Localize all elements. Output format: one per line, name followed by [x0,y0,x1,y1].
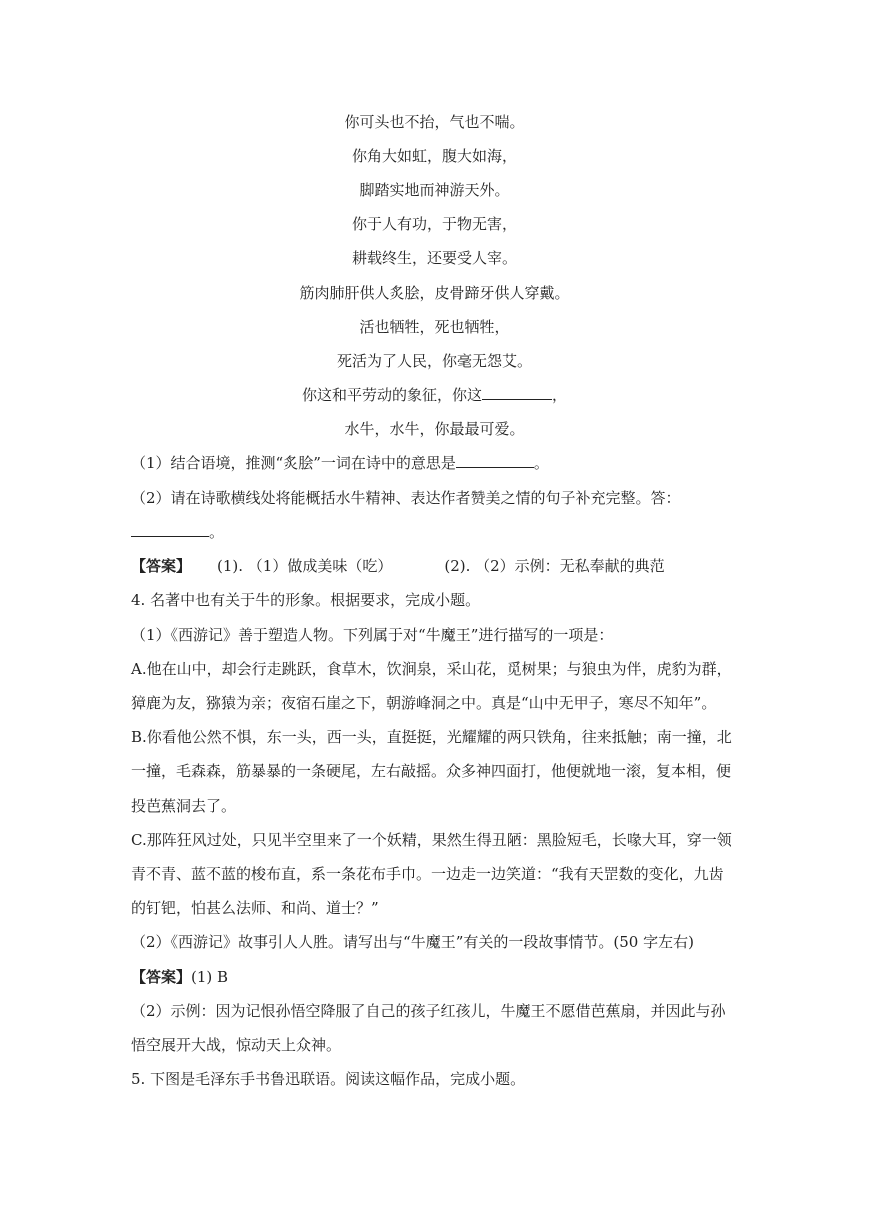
q4-title: 4. 名著中也有关于牛的形象。根据要求，完成小题。 [131,591,481,609]
answer-part-1: (1) B [191,968,229,986]
q3-sub1-text: （1）结合语境，推测“炙脍”一词在诗中的意思是 [131,454,456,472]
q4-option-c-line3: 的钉钯，怕甚么法师、和尚、道士？” [131,899,379,917]
q4-option-b-line1: B.你看他公然不惧，东一头，西一头，直挺挺，光耀耀的两只铁角，往来抵触；南一撞，北 [131,728,732,746]
poem-line: 水牛，水牛，你最最可爱。 [344,420,525,438]
poem-line-with-blank [0,385,869,405]
poem-line-punct: ， [552,386,568,404]
q3-sub2-answer-line [131,522,691,542]
q4-option-b-line3: 投芭蕉洞去了。 [131,797,237,815]
poem-line: 你于人有功，于物无害， [351,215,517,233]
q3-answer [131,556,691,576]
q5-title: 5. 下图是毛泽东手书鲁迅联语。阅读这幅作品，完成小题。 [131,1070,526,1088]
poem-line: 死活为了人民，你毫无怨艾。 [336,352,532,370]
poem-line-text: 你这和平劳动的象征，你这 [301,386,482,404]
q4-option-b-line2: 一撞，毛森森，筋暴暴的一条硬尾，左右敲摇。众多神四面打，他便就地一滚，复本相，便 [131,762,732,780]
answer-label: 【答案】 [131,968,192,986]
q3-sub1-end: 。 [533,454,549,472]
q4-sub1: （1）《西游记》善于塑造人物。下列属于对“牛魔王”进行描写的一项是： [131,626,614,644]
poem-line: 脚踏实地而神游天外。 [359,181,510,199]
q3-sub2: （2）请在诗歌横线处将能概括水牛精神、表达作者赞美之情的句子补充完整。答： [131,489,681,507]
q4-answer-2-line2: 悟空展开大战，惊动天上众神。 [131,1036,342,1054]
fill-blank [456,453,534,468]
answer-label: 【答案】 [131,557,192,575]
answer-part-1: (1). （1）做成美味（吃） [217,557,393,575]
poem-line: 活也牺牲，死也牺牲， [359,318,510,336]
q4-answer-2-line1: （2）示例：因为记恨孙悟空降服了自己的孩子红孩儿，牛魔王不愿借芭蕉扇，并因此与孙 [131,1002,726,1020]
poem-line: 你角大如虹，腹大如海， [351,147,517,165]
q3-sub1 [131,453,691,473]
q3-sub2-end: 。 [209,523,225,541]
poem-line: 你可头也不抬，气也不喘。 [344,113,525,131]
q4-option-c-line1: C.那阵狂风过处，只见半空里来了一个妖精，果然生得丑陋：黑脸短毛，长喙大耳，穿一领 [131,831,732,849]
q4-option-c-line2: 青不青、蓝不蓝的梭布直，系一条花布手巾。一边走一边笑道：“我有天罡数的变化，九齿 [131,865,724,883]
fill-blank [482,385,552,400]
q4-answer [131,967,691,987]
q4-option-a-line1: A.他在山中，却会行走跳跃，食草木，饮涧泉，采山花，觅树果；与狼虫为伴，虎豹为群， [131,660,732,678]
fill-blank [131,522,209,537]
q4-option-a-line2: 獐鹿为友，猕猿为亲；夜宿石崖之下，朝游峰洞之中。真是“山中无甲子，寒尽不知年”。 [131,694,717,712]
q4-sub2: （2）《西游记》故事引人人胜。请写出与“牛魔王”有关的一段故事情节。(50 字左右) [131,933,694,951]
poem-line: 耕载终生，还要受人宰。 [351,249,517,267]
poem-line: 筋肉肺肝供人炙脍，皮骨蹄牙供人穿戴。 [299,284,570,302]
answer-part-2: (2). （2）示例：无私奉献的典范 [444,557,665,575]
